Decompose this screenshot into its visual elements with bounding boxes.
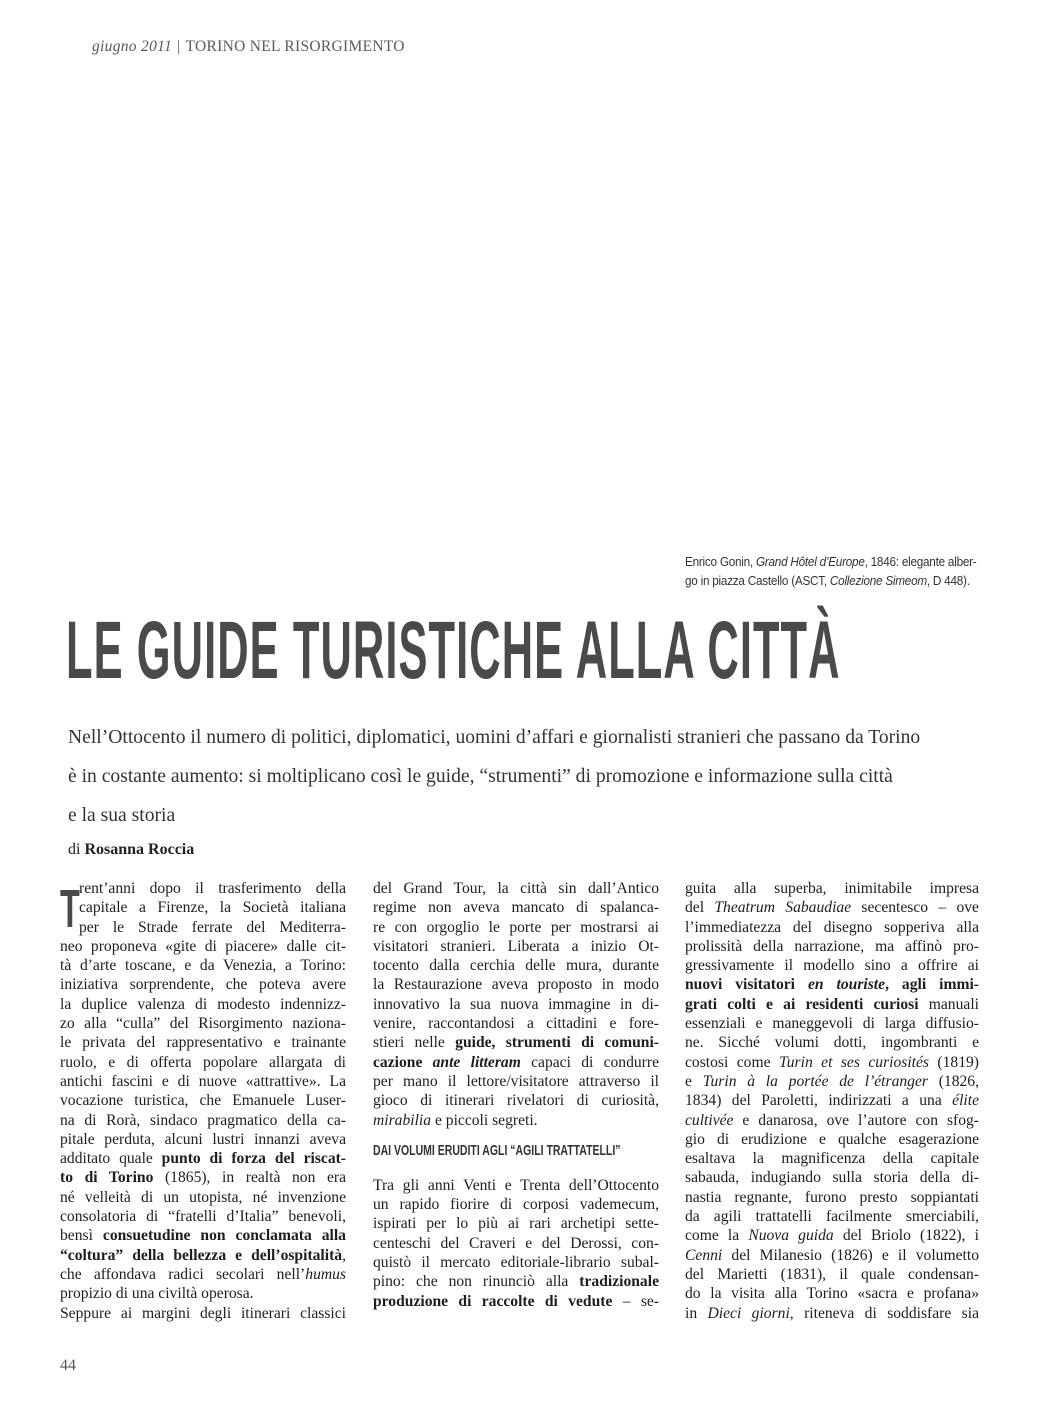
article-title: LE GUIDE TURISTICHE ALLA CITTÀ — [66, 605, 841, 696]
byline-prefix: di — [68, 841, 85, 858]
text-run: costosi come — [685, 1053, 779, 1071]
text-column-3 — [685, 879, 979, 1323]
italic-run: humus — [305, 1265, 346, 1283]
text-line: innovativo la sua nuova immagine in di- — [373, 995, 659, 1013]
bold-run: punto di forza del riscat- — [161, 1150, 346, 1168]
text-line: gressivamente il modello sino a offrire ai — [685, 957, 979, 975]
text-line: da agili trattatelli facilmente smerciabili, — [685, 1208, 979, 1226]
text-line — [60, 1265, 346, 1284]
text-column-2 — [373, 879, 659, 1311]
text-run: additato quale — [60, 1150, 162, 1168]
bold-italic-run: en touriste — [807, 976, 886, 994]
text-line — [60, 1226, 346, 1245]
text-line — [685, 898, 979, 917]
text-run: secentesco – ove — [851, 899, 979, 917]
text-line: do la visita alla Torino «sacra e profana» — [685, 1285, 979, 1303]
text-line: antichi fascini e di nuove «attrattive». La — [60, 1072, 346, 1090]
text-line — [373, 1033, 659, 1052]
bold-run: “coltura” della bellezza e dell’ospitalità — [60, 1246, 343, 1264]
caption-text: go in piazza Castello (ASCT, — [685, 574, 830, 588]
text-run: manuali — [918, 995, 979, 1013]
text-line — [60, 1168, 346, 1187]
text-line: un rapido fiorire di corposi vademecum, — [373, 1196, 659, 1214]
text-run: , — [342, 1246, 346, 1264]
text-run: , riteneva di soddisfare sia — [789, 1304, 979, 1322]
image-caption — [685, 553, 977, 591]
text-line: consolatoria di “fratelli d’Italia” benevoli, — [60, 1208, 346, 1226]
text-line: quistò il mercato editoriale-librario subal- — [373, 1254, 659, 1272]
text-run: del Milanesio (1826) e il volumetto — [722, 1246, 979, 1264]
text-column-1 — [60, 879, 346, 1323]
text-run: (1819) — [929, 1053, 980, 1071]
text-line — [685, 1226, 979, 1245]
italic-run: mirabilia — [373, 1111, 432, 1129]
italic-run: Theatrum Sabaudiae — [714, 899, 852, 917]
issue-date: giugno 2011 — [92, 38, 173, 55]
text-line: essenziali e maneggevoli di larga diffusio- — [685, 1015, 979, 1033]
lead-line: e la sua storia — [68, 805, 176, 826]
bold-run: nuovi visitatori — [685, 976, 808, 994]
italic-run: Turin à la portée de l’étranger — [702, 1072, 928, 1090]
text-line — [685, 1304, 979, 1323]
text-line: rent’anni dopo il trasferimento della — [79, 880, 346, 897]
text-line — [373, 1111, 659, 1130]
italic-run: élite — [952, 1092, 979, 1110]
text-line — [685, 1053, 979, 1072]
caption-line — [685, 553, 977, 572]
bold-run: cazione — [373, 1053, 433, 1071]
bold-run: produzione di raccolte di vedute — [373, 1292, 613, 1310]
text-line: ispirati per lo più ai rari archetipi sette- — [373, 1215, 659, 1233]
text-line — [60, 1149, 346, 1168]
lead-line: Nell’Ottocento il numero di politici, diplomatici, uomini d’affari e giornalisti stranieri che passano da Torino — [68, 727, 921, 748]
text-line: na di Rorà, sindaco pragmatico della ca- — [60, 1111, 346, 1129]
italic-run: cultivée — [685, 1111, 734, 1129]
text-line: del Grand Tour, la città sin dall’Antico — [373, 880, 659, 897]
caption-italic: Grand Hôtel d’Europe — [755, 555, 865, 569]
text-line: centeschi del Craveri e del Derossi, con- — [373, 1234, 659, 1252]
caption-text: , D 448). — [926, 574, 970, 588]
text-line: guita alla superba, inimitabile impresa — [685, 880, 979, 897]
text-line: esaltava la magnificenza della capitale — [685, 1150, 979, 1168]
text-line: re con orgoglio le porte per mostrarsi ai — [373, 918, 659, 936]
text-run: bensì — [60, 1227, 103, 1245]
text-run: – se- — [612, 1292, 659, 1310]
running-head-separator: | — [177, 38, 181, 55]
text-line: neo proponeva «gite di piacere» dalle cit- — [60, 937, 346, 955]
text-run: (1826, — [927, 1072, 979, 1090]
text-line — [373, 1292, 659, 1311]
text-line — [60, 1246, 346, 1265]
text-line: per mano il lettore/visitatore attraverso il — [373, 1072, 659, 1090]
text-line: l’immediatezza del disegno sopperiva alla — [685, 918, 979, 936]
text-line: venire, raccontandosi a cittadini e fore- — [373, 1015, 659, 1033]
section-subheading: DAI VOLUMI ERUDITI AGLI “AGILI TRATTATELLI” — [373, 1141, 621, 1159]
caption-text: , 1846: elegante alber- — [864, 555, 977, 569]
text-line: zo alla “culla” del Risorgimento naziona- — [60, 1015, 346, 1033]
bold-italic-run: ante litteram — [432, 1053, 521, 1071]
text-line: ruolo, e di offerta popolare allargata di — [60, 1053, 346, 1071]
text-line: capitale a Firenze, la Società italiana — [79, 899, 346, 917]
italic-run: Cenni — [685, 1246, 723, 1264]
italic-run: Nuova guida — [748, 1227, 834, 1245]
text-line: la duplice valenza di modesto indennizz- — [60, 995, 346, 1013]
text-line: visitatori stranieri. Liberata a inizio Ot- — [373, 937, 659, 955]
text-run: in — [685, 1304, 708, 1322]
text-line: sabauda, indugiando sulla storia della di- — [685, 1169, 979, 1187]
text-run: (1865), in realtà non era — [153, 1169, 347, 1187]
text-line: gioco di itinerari rivelatori di curiosità, — [373, 1092, 659, 1110]
text-line — [685, 1091, 979, 1110]
lead-line: è in costante aumento: si moltiplicano così le guide, “strumenti” di promozione e informazione sulla città — [68, 766, 893, 787]
bold-run: , agli immi- — [885, 976, 979, 994]
text-line: tocento dalla cerchia delle mura, durante — [373, 957, 659, 975]
bold-run: consuetudine non conclamata alla — [102, 1227, 346, 1245]
text-line: Seppure ai margini degli itinerari classici — [60, 1304, 346, 1322]
text-run: e — [685, 1072, 703, 1090]
text-run: pino: che non rinunciò alla — [373, 1273, 580, 1291]
italic-run: Turin et ses curiosités — [778, 1053, 929, 1071]
text-line: gio di erudizione e qualche esagerazione — [685, 1130, 979, 1148]
text-line — [373, 1053, 659, 1072]
text-run: che affondava radici secolari nell’ — [60, 1265, 306, 1283]
text-run: capaci di condurre — [520, 1053, 659, 1071]
running-head — [92, 38, 405, 56]
text-line — [685, 975, 979, 994]
text-line — [373, 1272, 659, 1291]
text-run: e piccoli segreti. — [431, 1111, 538, 1129]
text-line: propizio di una civiltà operosa. — [60, 1285, 254, 1303]
text-run: come la — [685, 1227, 749, 1245]
spacer — [373, 1130, 659, 1141]
bold-run: grati colti e ai residenti curiosi — [685, 995, 919, 1013]
text-run: e danarosa, ove l’autore con sfog- — [733, 1111, 979, 1129]
byline — [68, 841, 194, 859]
text-line: tà d’arte toscane, e da Venezia, a Torino: — [60, 957, 346, 975]
text-run: del — [685, 899, 715, 917]
caption-text: Enrico Gonin, — [685, 555, 756, 569]
bold-run: to di Torino — [60, 1169, 154, 1187]
text-line: vocazione turistica, che Emanuele Luser- — [60, 1092, 346, 1110]
text-line: iniziativa sorprendente, che poteva avere — [60, 976, 346, 994]
caption-italic: Collezione Simeom — [829, 574, 927, 588]
text-line — [685, 1111, 979, 1130]
text-line: ne. Sicché volumi dotti, ingombranti e — [685, 1034, 979, 1052]
spacer — [373, 1160, 659, 1176]
article-lead — [68, 718, 988, 835]
text-line: né velleità di un utopista, né invenzione — [60, 1188, 346, 1206]
text-line — [685, 1072, 979, 1091]
caption-line — [685, 572, 970, 591]
text-line: pitale perduta, alcuni lustri innanzi aveva — [60, 1130, 346, 1148]
section-name: TORINO NEL RISORGIMENTO — [185, 38, 405, 55]
text-line: nastia regnante, furono presto soppiantati — [685, 1188, 979, 1206]
text-line: per le Strade ferrate del Mediterra- — [79, 918, 346, 936]
text-line: del Marietti (1831), il quale condensan- — [685, 1265, 979, 1283]
text-run: del Briolo (1822), i — [833, 1227, 979, 1245]
author-name: Rosanna Roccia — [84, 841, 195, 858]
text-line: la Restaurazione aveva proposto in modo — [373, 976, 659, 994]
drop-cap: T — [60, 879, 80, 939]
page-number: 44 — [60, 1357, 76, 1374]
bold-run: tradizionale — [579, 1273, 659, 1291]
italic-run: Dieci giorni — [707, 1304, 790, 1322]
text-run: stieri nelle — [373, 1034, 456, 1052]
text-run: 1834) del Paroletti, indirizzati a una — [685, 1092, 953, 1110]
bold-run: guide, strumenti di comuni- — [455, 1034, 659, 1052]
text-line: le privata del rappresentativo e trainante — [60, 1034, 346, 1052]
text-line: Tra gli anni Venti e Trenta dell’Ottocento — [373, 1176, 659, 1194]
text-line: prolissità della narrazione, ma affinò pro- — [685, 937, 979, 955]
text-line: regime non aveva mancato di spalanca- — [373, 899, 659, 917]
text-line — [685, 1246, 979, 1265]
text-line — [685, 995, 979, 1014]
